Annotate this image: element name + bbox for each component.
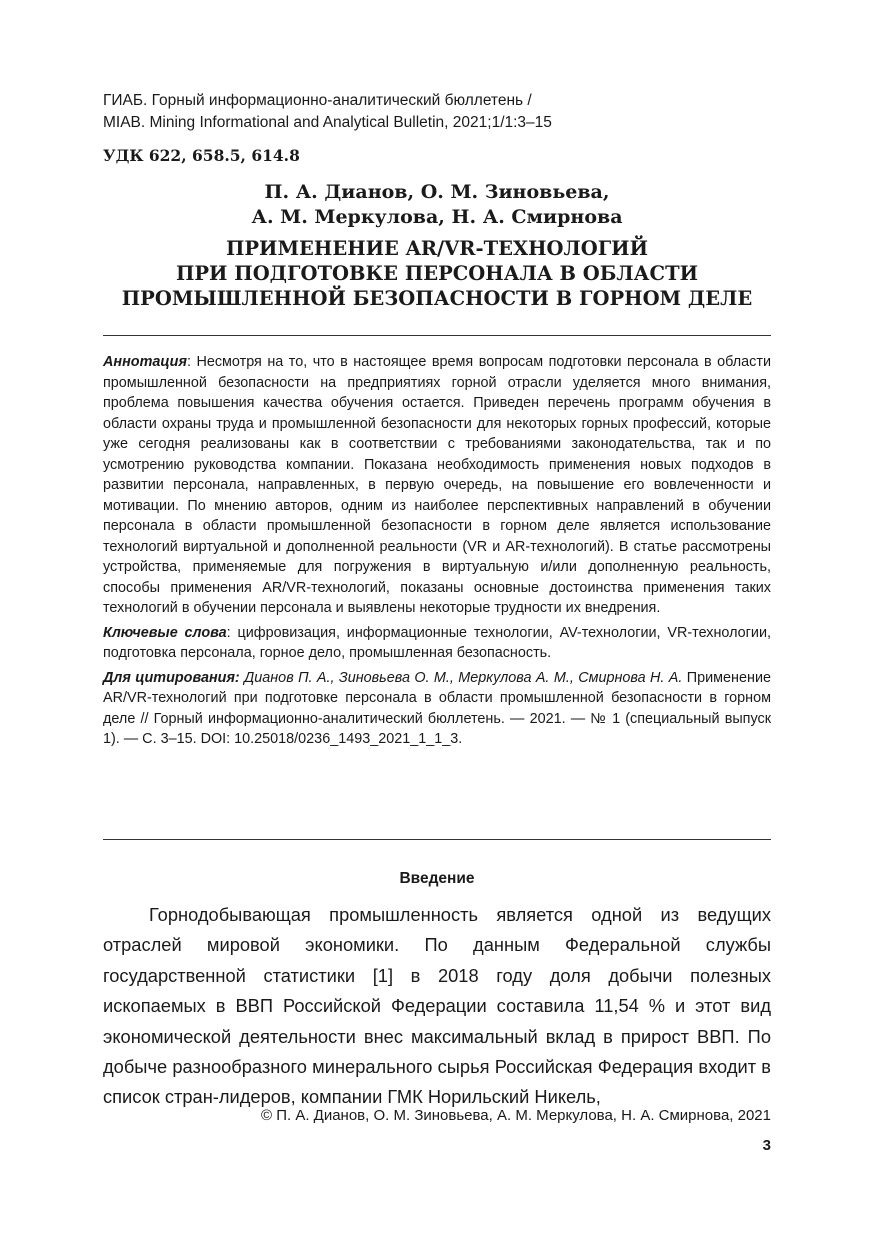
journal-line-ru: ГИАБ. Горный информационно-аналитический бюллетень /: [103, 92, 532, 109]
citation-text: Применение AR/VR-технологий при подготовке персонала в области промышленной безопасности в горном деле // Горный информационно-аналитический бюллетень. — 2021. — № 1 (специальный выпуск 1). — С. 3–15. DOI: 10.25018/0236_1493_2021_1_1_3.: [103, 669, 771, 747]
citation-paragraph: [103, 668, 771, 750]
abstract-paragraph: [103, 352, 771, 619]
udk-code: УДК 622, 658.5, 614.8: [103, 146, 300, 165]
section-heading: Введение: [399, 870, 475, 887]
divider-top: [103, 335, 771, 336]
keywords-text: : цифровизация, информационные технологии, AV-технологии, VR-технологии, подготовка персонала, горное дело, промышленная безопасность.: [103, 624, 771, 661]
authors-line-2: А. М. Меркулова, Н. А. Смирнова: [251, 206, 623, 228]
title-line-2: ПРИ ПОДГОТОВКЕ ПЕРСОНАЛА В ОБЛАСТИ: [175, 262, 698, 285]
citation-label: Для цитирования:: [103, 669, 240, 686]
journal-header: [103, 90, 771, 134]
journal-line-en: MIAB. Mining Informational and Analytical Bulletin, 2021;1/1:3–15: [103, 114, 552, 131]
authors: [103, 180, 771, 230]
title-line-1: ПРИМЕНЕНИЕ AR/VR-ТЕХНОЛОГИЙ: [225, 237, 649, 260]
citation-authors: Дианов П. А., Зиновьева О. М., Меркулова А. М., Смирнова Н. А.: [239, 669, 683, 686]
abstract-text: : Несмотря на то, что в настоящее время вопросам подготовки персонала в области промышленной безопасности на предприятиях горной отрасли уделяется много внимания, проблема повышения качества обучения остается. Приведен перечень программ обучения в области охраны труда и промышленной безопасности для некоторых горных профессий, которые уже сегодня реализованы как в соответствии с требованиями законодательства, так и по усмотрению руководства компании. Показана необходимость применения новых подходов в развитии персонала, направленных, в первую очередь, на повышение его вовлеченности и мотивации. По мнению авторов, одним из наиболее перспективных направлений в обучении персонала в области промышленной безопасности в горном деле является использование технологий виртуальной и дополненной реальности (VR и AR-технологий). В статье рассмотрены устройства, применяемые для погружения в виртуальную и/или дополненную реальность, способы применения AR/VR-технологий, показаны основные достоинства применения таких технологий в обучении персонала и выявлены некоторые трудности их внедрения.: [103, 354, 771, 616]
keywords-paragraph: [103, 623, 771, 664]
keywords-label: Ключевые слова: [103, 624, 227, 641]
abstract-label: Аннотация: [103, 354, 187, 370]
intro-paragraph: Горнодобывающая промышленность является одной из ведущих отраслей мировой экономики. По данным Федеральной службы государственной статистики [1] в 2018 году доля добычи полезных ископаемых в ВВП Российской Федерации составила 11,54 % и этот вид экономической деятельности внес максимальный вклад в прирост ВВП. По добыче разнообразного минерального сырья Российская Федерация входит в список стран-лидеров, компании ГМК Норильский Никель,: [103, 904, 771, 1108]
article-title: [103, 236, 771, 311]
authors-line-1: П. А. Дианов, О. М. Зиновьева,: [264, 181, 610, 203]
page-number: 3: [762, 1137, 771, 1154]
abstract-block: [103, 352, 771, 750]
title-line-3: ПРОМЫШЛЕННОЙ БЕЗОПАСНОСТИ В ГОРНОМ ДЕЛЕ: [121, 287, 753, 310]
divider-bottom: [103, 839, 771, 840]
copyright-line: © П. А. Дианов, О. М. Зиновьева, А. М. Меркулова, Н. А. Смирнова, 2021: [261, 1107, 771, 1124]
